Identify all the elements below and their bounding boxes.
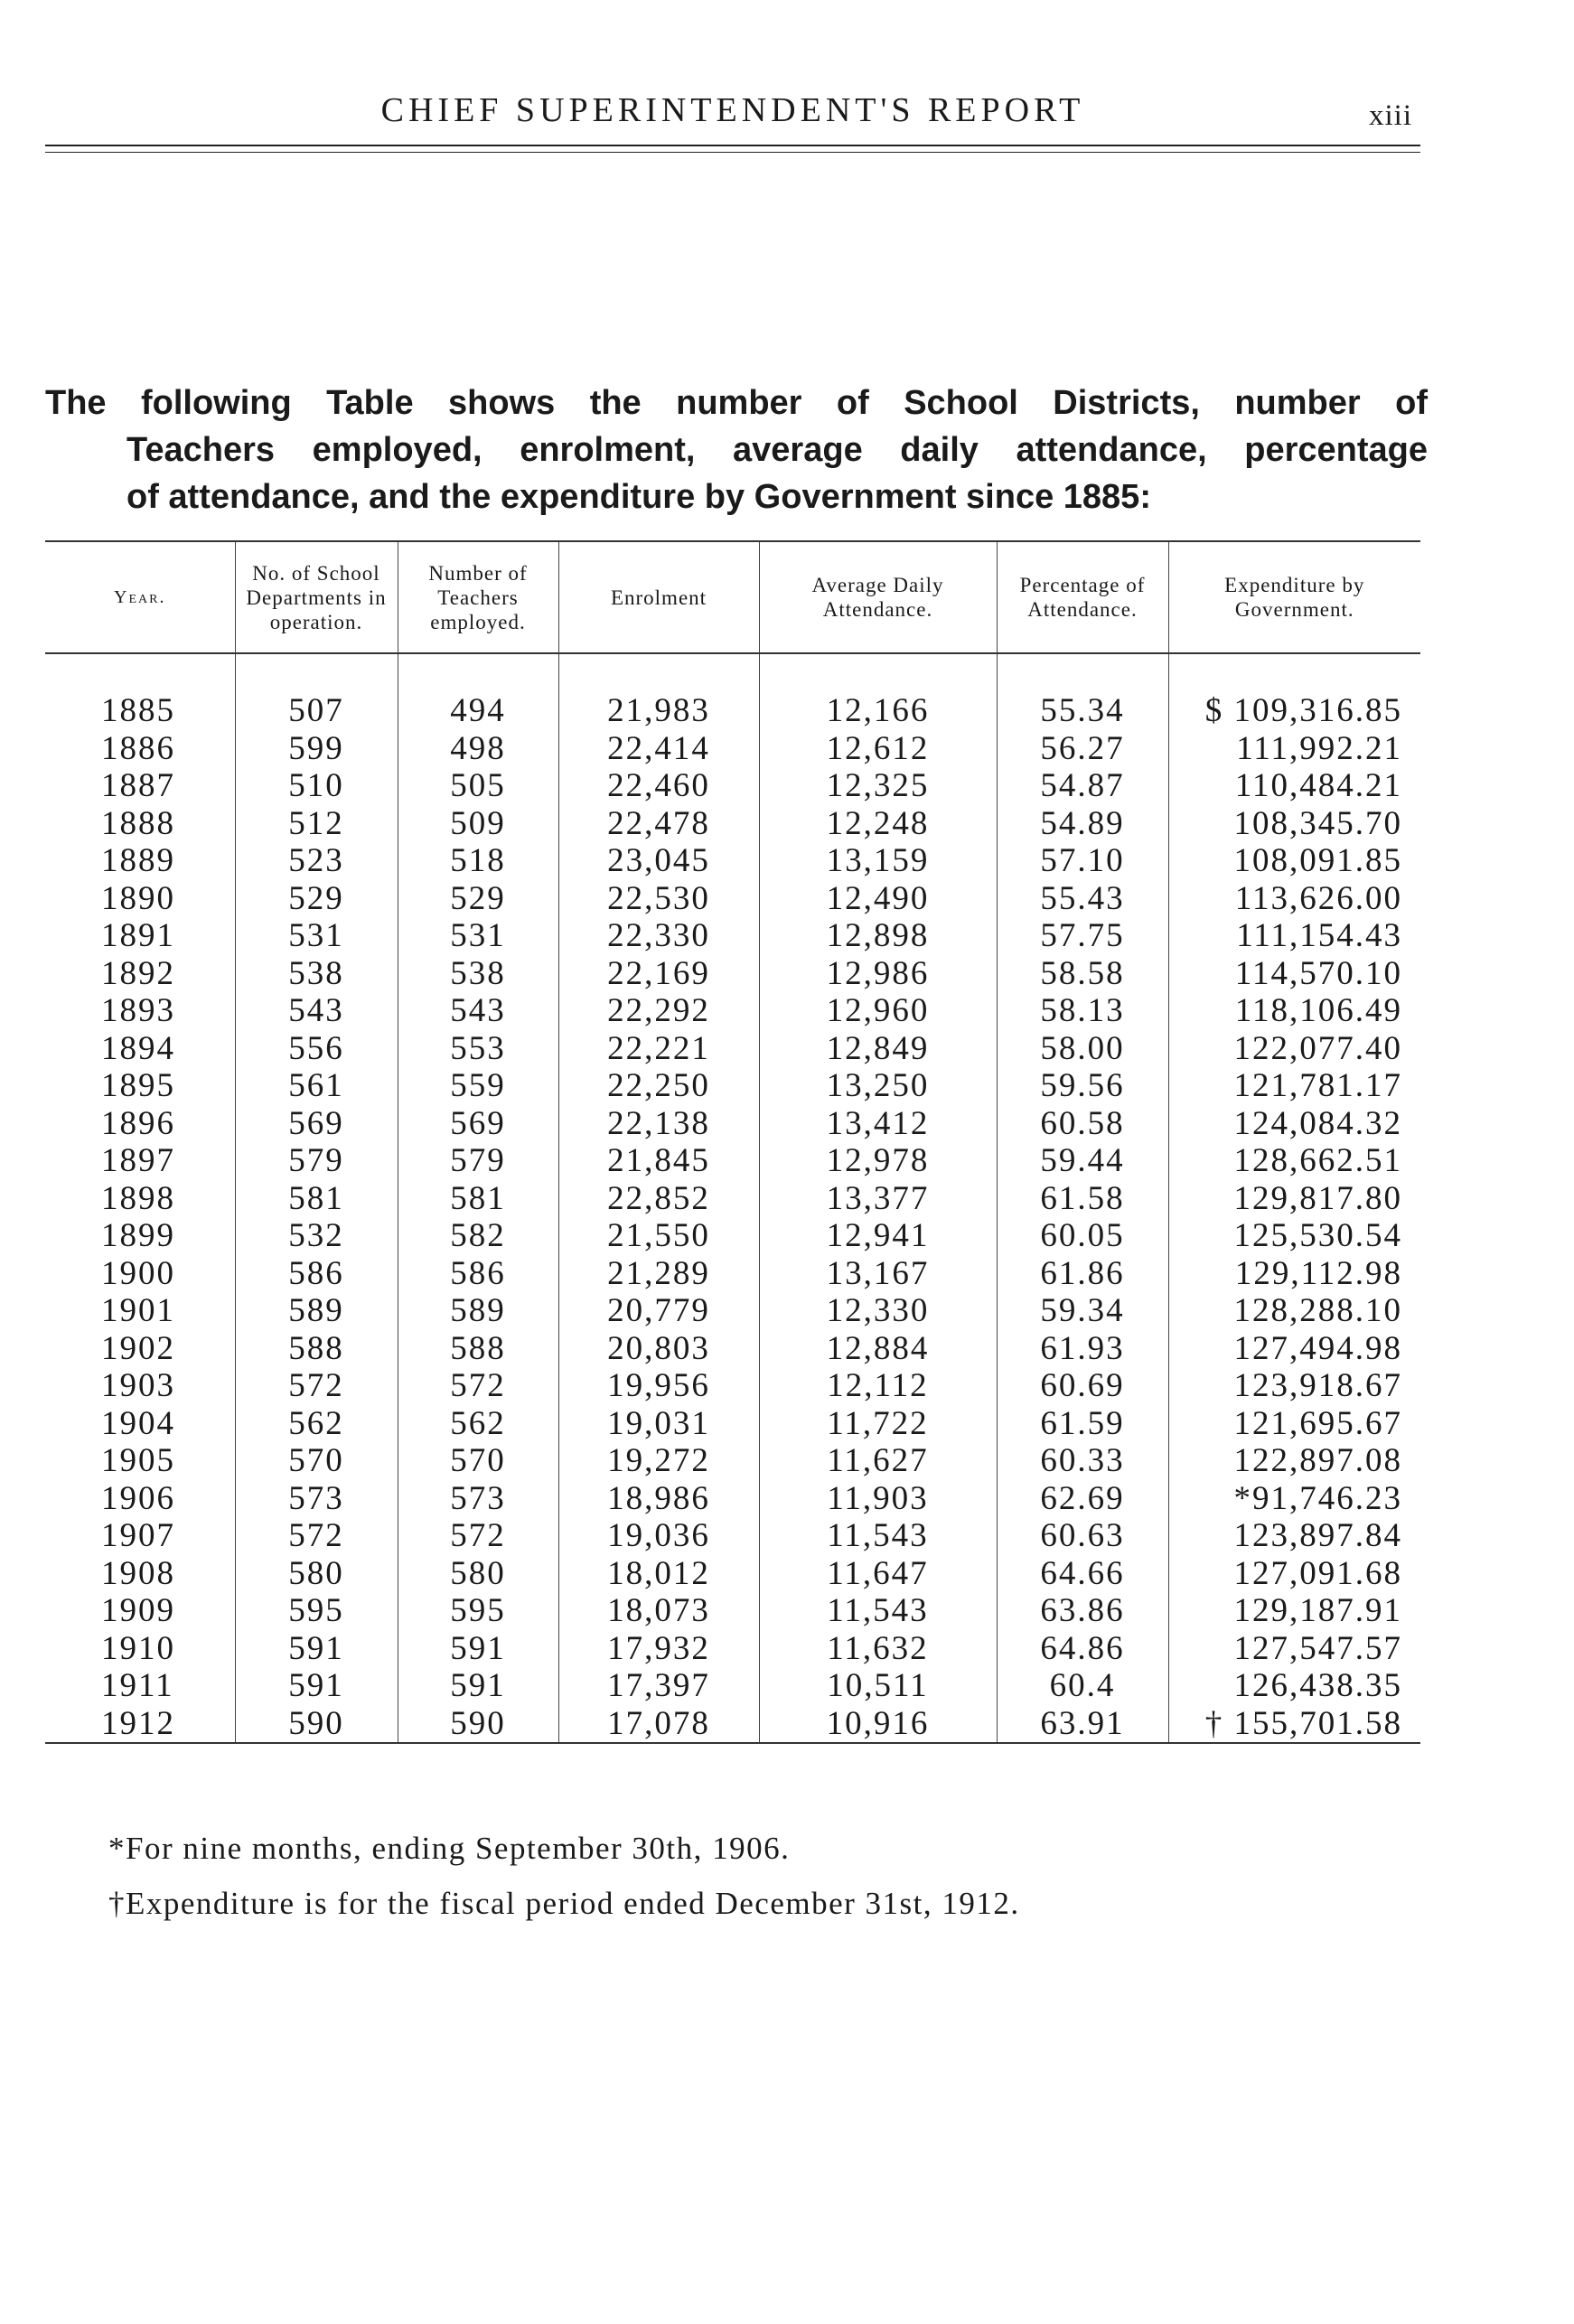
table-row bbox=[45, 730, 1420, 768]
column-header-year: Year. bbox=[45, 541, 235, 653]
school-departments-cell: 586 bbox=[235, 1255, 398, 1293]
table-row bbox=[45, 1217, 1420, 1255]
year-cell: 1892 bbox=[45, 955, 235, 993]
page-number: xiii bbox=[1369, 99, 1413, 132]
percentage-cell: 54.87 bbox=[997, 767, 1168, 805]
teachers-cell: 570 bbox=[398, 1442, 558, 1480]
average-attendance-cell: 12,849 bbox=[759, 1030, 997, 1068]
percentage-cell: 59.56 bbox=[997, 1067, 1168, 1105]
teachers-cell: 553 bbox=[398, 1030, 558, 1068]
percentage-cell: 57.10 bbox=[997, 842, 1168, 880]
enrolment-cell: 22,169 bbox=[558, 955, 759, 993]
year-cell: 1886 bbox=[45, 730, 235, 768]
column-header-expenditure: Expenditure by Government. bbox=[1168, 541, 1420, 653]
table-row bbox=[45, 767, 1420, 805]
expenditure-cell: 127,494.98 bbox=[1233, 1329, 1402, 1367]
percentage-cell: 58.00 bbox=[997, 1030, 1168, 1068]
teachers-cell: 582 bbox=[398, 1217, 558, 1255]
year-cell: 1889 bbox=[45, 842, 235, 880]
teachers-cell: 581 bbox=[398, 1180, 558, 1218]
table-row bbox=[45, 1367, 1420, 1405]
enrolment-cell: 23,045 bbox=[558, 842, 759, 880]
year-cell: 1902 bbox=[45, 1330, 235, 1368]
average-attendance-cell: 12,960 bbox=[759, 992, 997, 1030]
percentage-cell: 63.86 bbox=[997, 1592, 1168, 1630]
table-row bbox=[45, 1517, 1420, 1555]
percentage-cell: 61.58 bbox=[997, 1180, 1168, 1218]
average-attendance-cell: 10,511 bbox=[759, 1667, 997, 1705]
year-cell: 1911 bbox=[45, 1667, 235, 1705]
year-cell: 1894 bbox=[45, 1030, 235, 1068]
average-attendance-cell: 12,986 bbox=[759, 955, 997, 993]
school-statistics-table bbox=[45, 540, 1420, 1744]
enrolment-cell: 22,138 bbox=[558, 1105, 759, 1143]
school-departments-cell: 510 bbox=[235, 767, 398, 805]
average-attendance-cell: 13,250 bbox=[759, 1067, 997, 1105]
table-row bbox=[45, 917, 1420, 955]
table-row bbox=[45, 1555, 1420, 1593]
school-departments-cell: 581 bbox=[235, 1180, 398, 1218]
enrolment-cell: 22,530 bbox=[558, 880, 759, 918]
table-row bbox=[45, 1405, 1420, 1443]
percentage-cell: 60.69 bbox=[997, 1367, 1168, 1405]
school-departments-cell: 572 bbox=[235, 1517, 398, 1555]
expenditure-cell: 129,187.91 bbox=[1233, 1592, 1402, 1629]
percentage-cell: 61.86 bbox=[997, 1255, 1168, 1293]
table-row bbox=[45, 1105, 1420, 1143]
percentage-cell: 54.89 bbox=[997, 805, 1168, 843]
spacer-cell bbox=[558, 653, 759, 692]
teachers-cell: 498 bbox=[398, 730, 558, 768]
percentage-cell: 64.66 bbox=[997, 1555, 1168, 1593]
school-departments-cell: 599 bbox=[235, 730, 398, 768]
school-departments-cell: 589 bbox=[235, 1292, 398, 1330]
expenditure-cell: 108,345.70 bbox=[1233, 804, 1402, 842]
enrolment-cell: 22,478 bbox=[558, 805, 759, 843]
header-rule-top bbox=[45, 145, 1420, 146]
school-departments-cell: 591 bbox=[235, 1667, 398, 1705]
table-row bbox=[45, 1705, 1420, 1744]
year-cell: 1908 bbox=[45, 1555, 235, 1593]
percentage-cell: 64.86 bbox=[997, 1630, 1168, 1668]
school-departments-cell: 573 bbox=[235, 1480, 398, 1518]
expenditure-cell: 118,106.49 bbox=[1234, 992, 1402, 1029]
table-row bbox=[45, 1180, 1420, 1218]
table-row bbox=[45, 992, 1420, 1030]
average-attendance-cell: 11,543 bbox=[759, 1592, 997, 1630]
expenditure-cell: 110,484.21 bbox=[1234, 767, 1402, 804]
spacer-cell bbox=[1168, 653, 1420, 692]
expenditure-cell: 129,112.98 bbox=[1234, 1254, 1402, 1292]
enrolment-cell: 22,460 bbox=[558, 767, 759, 805]
expenditure-cell: 125,530.54 bbox=[1233, 1217, 1402, 1254]
table-row bbox=[45, 1142, 1420, 1180]
school-departments-cell: 512 bbox=[235, 805, 398, 843]
percentage-cell: 60.63 bbox=[997, 1517, 1168, 1555]
average-attendance-cell: 12,941 bbox=[759, 1217, 997, 1255]
table-row bbox=[45, 1067, 1420, 1105]
teachers-cell: 518 bbox=[398, 842, 558, 880]
table-row bbox=[45, 880, 1420, 918]
school-departments-cell: 590 bbox=[235, 1705, 398, 1744]
percentage-cell: 61.93 bbox=[997, 1330, 1168, 1368]
year-cell: 1910 bbox=[45, 1630, 235, 1668]
enrolment-cell: 19,272 bbox=[558, 1442, 759, 1480]
table-row bbox=[45, 1030, 1420, 1068]
average-attendance-cell: 11,627 bbox=[759, 1442, 997, 1480]
enrolment-cell: 17,397 bbox=[558, 1667, 759, 1705]
average-attendance-cell: 11,632 bbox=[759, 1630, 997, 1668]
percentage-cell: 57.75 bbox=[997, 917, 1168, 955]
expenditure-cell: 127,547.57 bbox=[1233, 1629, 1402, 1667]
teachers-cell: 579 bbox=[398, 1142, 558, 1180]
school-departments-cell: 529 bbox=[235, 880, 398, 918]
average-attendance-cell: 12,612 bbox=[759, 730, 997, 768]
column-header-percentage-attendance: Percentage of Attendance. bbox=[997, 541, 1168, 653]
table-row bbox=[45, 1630, 1420, 1668]
expenditure-cell: 111,154.43 bbox=[1236, 917, 1402, 954]
enrolment-cell: 19,031 bbox=[558, 1405, 759, 1443]
year-cell: 1906 bbox=[45, 1480, 235, 1518]
school-departments-cell: 580 bbox=[235, 1555, 398, 1593]
average-attendance-cell: 12,490 bbox=[759, 880, 997, 918]
percentage-cell: 58.58 bbox=[997, 955, 1168, 993]
average-attendance-cell: 12,325 bbox=[759, 767, 997, 805]
percentage-cell: 55.43 bbox=[997, 880, 1168, 918]
teachers-cell: 562 bbox=[398, 1405, 558, 1443]
expenditure-cell: 126,438.35 bbox=[1233, 1667, 1402, 1704]
table-row bbox=[45, 1442, 1420, 1480]
column-header-teachers: Number of Teachers employed. bbox=[398, 541, 558, 653]
enrolment-cell: 21,983 bbox=[558, 692, 759, 730]
year-cell: 1904 bbox=[45, 1405, 235, 1443]
teachers-cell: 494 bbox=[398, 692, 558, 730]
year-cell: 1900 bbox=[45, 1255, 235, 1293]
expenditure-cell: 111,992.21 bbox=[1236, 729, 1402, 767]
expenditure-cell: 129,817.80 bbox=[1233, 1179, 1402, 1217]
spacer-cell bbox=[759, 653, 997, 692]
column-header-school-departments: No. of School Departments in operation. bbox=[235, 541, 398, 653]
school-departments-cell: 588 bbox=[235, 1330, 398, 1368]
table-row bbox=[45, 692, 1420, 730]
teachers-cell: 559 bbox=[398, 1067, 558, 1105]
expenditure-cell: *91,746.23 bbox=[1233, 1479, 1402, 1517]
average-attendance-cell: 13,412 bbox=[759, 1105, 997, 1143]
expenditure-cell: 121,695.67 bbox=[1233, 1404, 1402, 1442]
enrolment-cell: 21,550 bbox=[558, 1217, 759, 1255]
enrolment-cell: 21,845 bbox=[558, 1142, 759, 1180]
year-cell: 1899 bbox=[45, 1217, 235, 1255]
expenditure-cell: 113,626.00 bbox=[1234, 879, 1402, 917]
school-departments-cell: 569 bbox=[235, 1105, 398, 1143]
school-departments-cell: 523 bbox=[235, 842, 398, 880]
teachers-cell: 591 bbox=[398, 1630, 558, 1668]
average-attendance-cell: 12,884 bbox=[759, 1330, 997, 1368]
enrolment-cell: 18,986 bbox=[558, 1480, 759, 1518]
teachers-cell: 573 bbox=[398, 1480, 558, 1518]
average-attendance-cell: 10,916 bbox=[759, 1705, 997, 1744]
enrolment-cell: 20,779 bbox=[558, 1292, 759, 1330]
school-departments-cell: 562 bbox=[235, 1405, 398, 1443]
table-row bbox=[45, 1330, 1420, 1368]
percentage-cell: 60.33 bbox=[997, 1442, 1168, 1480]
expenditure-cell: 114,570.10 bbox=[1234, 954, 1402, 992]
header-rule-bottom bbox=[45, 152, 1420, 153]
teachers-cell: 505 bbox=[398, 767, 558, 805]
average-attendance-cell: 12,248 bbox=[759, 805, 997, 843]
table-row bbox=[45, 955, 1420, 993]
expenditure-cell: 128,662.51 bbox=[1233, 1142, 1402, 1179]
year-cell: 1891 bbox=[45, 917, 235, 955]
school-departments-cell: 591 bbox=[235, 1630, 398, 1668]
percentage-cell: 60.58 bbox=[997, 1105, 1168, 1143]
year-cell: 1888 bbox=[45, 805, 235, 843]
school-departments-cell: 570 bbox=[235, 1442, 398, 1480]
expenditure-cell: 127,091.68 bbox=[1233, 1554, 1402, 1592]
percentage-cell: 59.34 bbox=[997, 1292, 1168, 1330]
average-attendance-cell: 12,166 bbox=[759, 692, 997, 730]
teachers-cell: 572 bbox=[398, 1517, 558, 1555]
teachers-cell: 580 bbox=[398, 1555, 558, 1593]
teachers-cell: 588 bbox=[398, 1330, 558, 1368]
intro-line-1: The following Table shows the number of School Districts, number of bbox=[45, 384, 1428, 422]
year-cell: 1893 bbox=[45, 992, 235, 1030]
enrolment-cell: 18,073 bbox=[558, 1592, 759, 1630]
school-departments-cell: 595 bbox=[235, 1592, 398, 1630]
table-header-row bbox=[45, 541, 1420, 653]
percentage-cell: 61.59 bbox=[997, 1405, 1168, 1443]
running-title: CHIEF SUPERINTENDENT'S REPORT bbox=[380, 91, 1085, 129]
average-attendance-cell: 12,112 bbox=[759, 1367, 997, 1405]
teachers-cell: 509 bbox=[398, 805, 558, 843]
year-cell: 1907 bbox=[45, 1517, 235, 1555]
school-departments-cell: 572 bbox=[235, 1367, 398, 1405]
percentage-cell: 60.4 bbox=[997, 1667, 1168, 1705]
year-cell: 1896 bbox=[45, 1105, 235, 1143]
year-cell: 1901 bbox=[45, 1292, 235, 1330]
expenditure-cell: 123,918.67 bbox=[1233, 1367, 1402, 1404]
table-row bbox=[45, 1667, 1420, 1705]
table-row bbox=[45, 842, 1420, 880]
teachers-cell: 589 bbox=[398, 1292, 558, 1330]
expenditure-cell: 122,897.08 bbox=[1233, 1442, 1402, 1479]
average-attendance-cell: 12,898 bbox=[759, 917, 997, 955]
school-departments-cell: 538 bbox=[235, 955, 398, 993]
average-attendance-cell: 11,722 bbox=[759, 1405, 997, 1443]
intro-line-3: of attendance, and the expenditure by Government since 1885: bbox=[126, 478, 1151, 516]
enrolment-cell: 22,292 bbox=[558, 992, 759, 1030]
percentage-cell: 58.13 bbox=[997, 992, 1168, 1030]
teachers-cell: 590 bbox=[398, 1705, 558, 1744]
year-cell: 1890 bbox=[45, 880, 235, 918]
year-cell: 1912 bbox=[45, 1705, 235, 1744]
enrolment-cell: 19,956 bbox=[558, 1367, 759, 1405]
school-departments-cell: 556 bbox=[235, 1030, 398, 1068]
average-attendance-cell: 11,647 bbox=[759, 1555, 997, 1593]
enrolment-cell: 22,414 bbox=[558, 730, 759, 768]
column-header-enrolment: Enrolment bbox=[558, 541, 759, 653]
year-cell: 1885 bbox=[45, 692, 235, 730]
expenditure-cell: 124,084.32 bbox=[1233, 1104, 1402, 1142]
enrolment-cell: 17,078 bbox=[558, 1705, 759, 1744]
average-attendance-cell: 12,978 bbox=[759, 1142, 997, 1180]
percentage-cell: 56.27 bbox=[997, 730, 1168, 768]
year-cell: 1909 bbox=[45, 1592, 235, 1630]
column-header-average-daily-attendance: Average Daily Attendance. bbox=[759, 541, 997, 653]
average-attendance-cell: 11,903 bbox=[759, 1480, 997, 1518]
percentage-cell: 63.91 bbox=[997, 1705, 1168, 1744]
spacer-cell bbox=[398, 653, 558, 692]
year-cell: 1895 bbox=[45, 1067, 235, 1105]
year-cell: 1903 bbox=[45, 1367, 235, 1405]
school-departments-cell: 579 bbox=[235, 1142, 398, 1180]
expenditure-cell: 128,288.10 bbox=[1233, 1292, 1402, 1329]
average-attendance-cell: 12,330 bbox=[759, 1292, 997, 1330]
school-departments-cell: 532 bbox=[235, 1217, 398, 1255]
year-cell: 1897 bbox=[45, 1142, 235, 1180]
enrolment-cell: 21,289 bbox=[558, 1255, 759, 1293]
enrolment-cell: 22,852 bbox=[558, 1180, 759, 1218]
table-row bbox=[45, 805, 1420, 843]
school-departments-cell: 531 bbox=[235, 917, 398, 955]
spacer-cell bbox=[235, 653, 398, 692]
school-departments-cell: 561 bbox=[235, 1067, 398, 1105]
year-cell: 1898 bbox=[45, 1180, 235, 1218]
average-attendance-cell: 13,167 bbox=[759, 1255, 997, 1293]
year-cell: 1905 bbox=[45, 1442, 235, 1480]
table-introduction bbox=[45, 380, 1428, 520]
expenditure-cell: 108,091.85 bbox=[1233, 842, 1402, 879]
table-row bbox=[45, 1255, 1420, 1293]
enrolment-cell: 22,221 bbox=[558, 1030, 759, 1068]
expenditure-cell: 122,077.40 bbox=[1233, 1029, 1402, 1067]
percentage-cell: 62.69 bbox=[997, 1480, 1168, 1518]
percentage-cell: 60.05 bbox=[997, 1217, 1168, 1255]
teachers-cell: 529 bbox=[398, 880, 558, 918]
spacer-cell bbox=[45, 653, 235, 692]
average-attendance-cell: 13,159 bbox=[759, 842, 997, 880]
enrolment-cell: 22,330 bbox=[558, 917, 759, 955]
expenditure-cell: 123,897.84 bbox=[1233, 1517, 1402, 1554]
teachers-cell: 591 bbox=[398, 1667, 558, 1705]
table-spacer-row bbox=[45, 653, 1420, 692]
average-attendance-cell: 11,543 bbox=[759, 1517, 997, 1555]
percentage-cell: 59.44 bbox=[997, 1142, 1168, 1180]
enrolment-cell: 19,036 bbox=[558, 1517, 759, 1555]
intro-line-2: Teachers employed, enrolment, average daily attendance, percentage bbox=[126, 431, 1428, 469]
expenditure-cell: † 155,701.58 bbox=[1168, 1705, 1420, 1744]
table-row bbox=[45, 1480, 1420, 1518]
table-row bbox=[45, 1592, 1420, 1630]
average-attendance-cell: 13,377 bbox=[759, 1180, 997, 1218]
enrolment-cell: 22,250 bbox=[558, 1067, 759, 1105]
school-departments-cell: 507 bbox=[235, 692, 398, 730]
teachers-cell: 531 bbox=[398, 917, 558, 955]
teachers-cell: 543 bbox=[398, 992, 558, 1030]
footnote-nine-months: *For nine months, ending September 30th, 1906. bbox=[108, 1831, 791, 1866]
enrolment-cell: 18,012 bbox=[558, 1555, 759, 1593]
teachers-cell: 572 bbox=[398, 1367, 558, 1405]
year-cell: 1887 bbox=[45, 767, 235, 805]
enrolment-cell: 17,932 bbox=[558, 1630, 759, 1668]
expenditure-cell: 121,781.17 bbox=[1233, 1067, 1402, 1104]
percentage-cell: 55.34 bbox=[997, 692, 1168, 730]
teachers-cell: 595 bbox=[398, 1592, 558, 1630]
teachers-cell: 538 bbox=[398, 955, 558, 993]
table-row bbox=[45, 1292, 1420, 1330]
spacer-cell bbox=[997, 653, 1168, 692]
teachers-cell: 569 bbox=[398, 1105, 558, 1143]
school-departments-cell: 543 bbox=[235, 992, 398, 1030]
table-body bbox=[45, 653, 1420, 1743]
teachers-cell: 586 bbox=[398, 1255, 558, 1293]
enrolment-cell: 20,803 bbox=[558, 1330, 759, 1368]
footnote-fiscal-period: †Expenditure is for the fiscal period ended December 31st, 1912. bbox=[108, 1886, 1020, 1921]
expenditure-cell: $ 109,316.85 bbox=[1204, 692, 1402, 729]
